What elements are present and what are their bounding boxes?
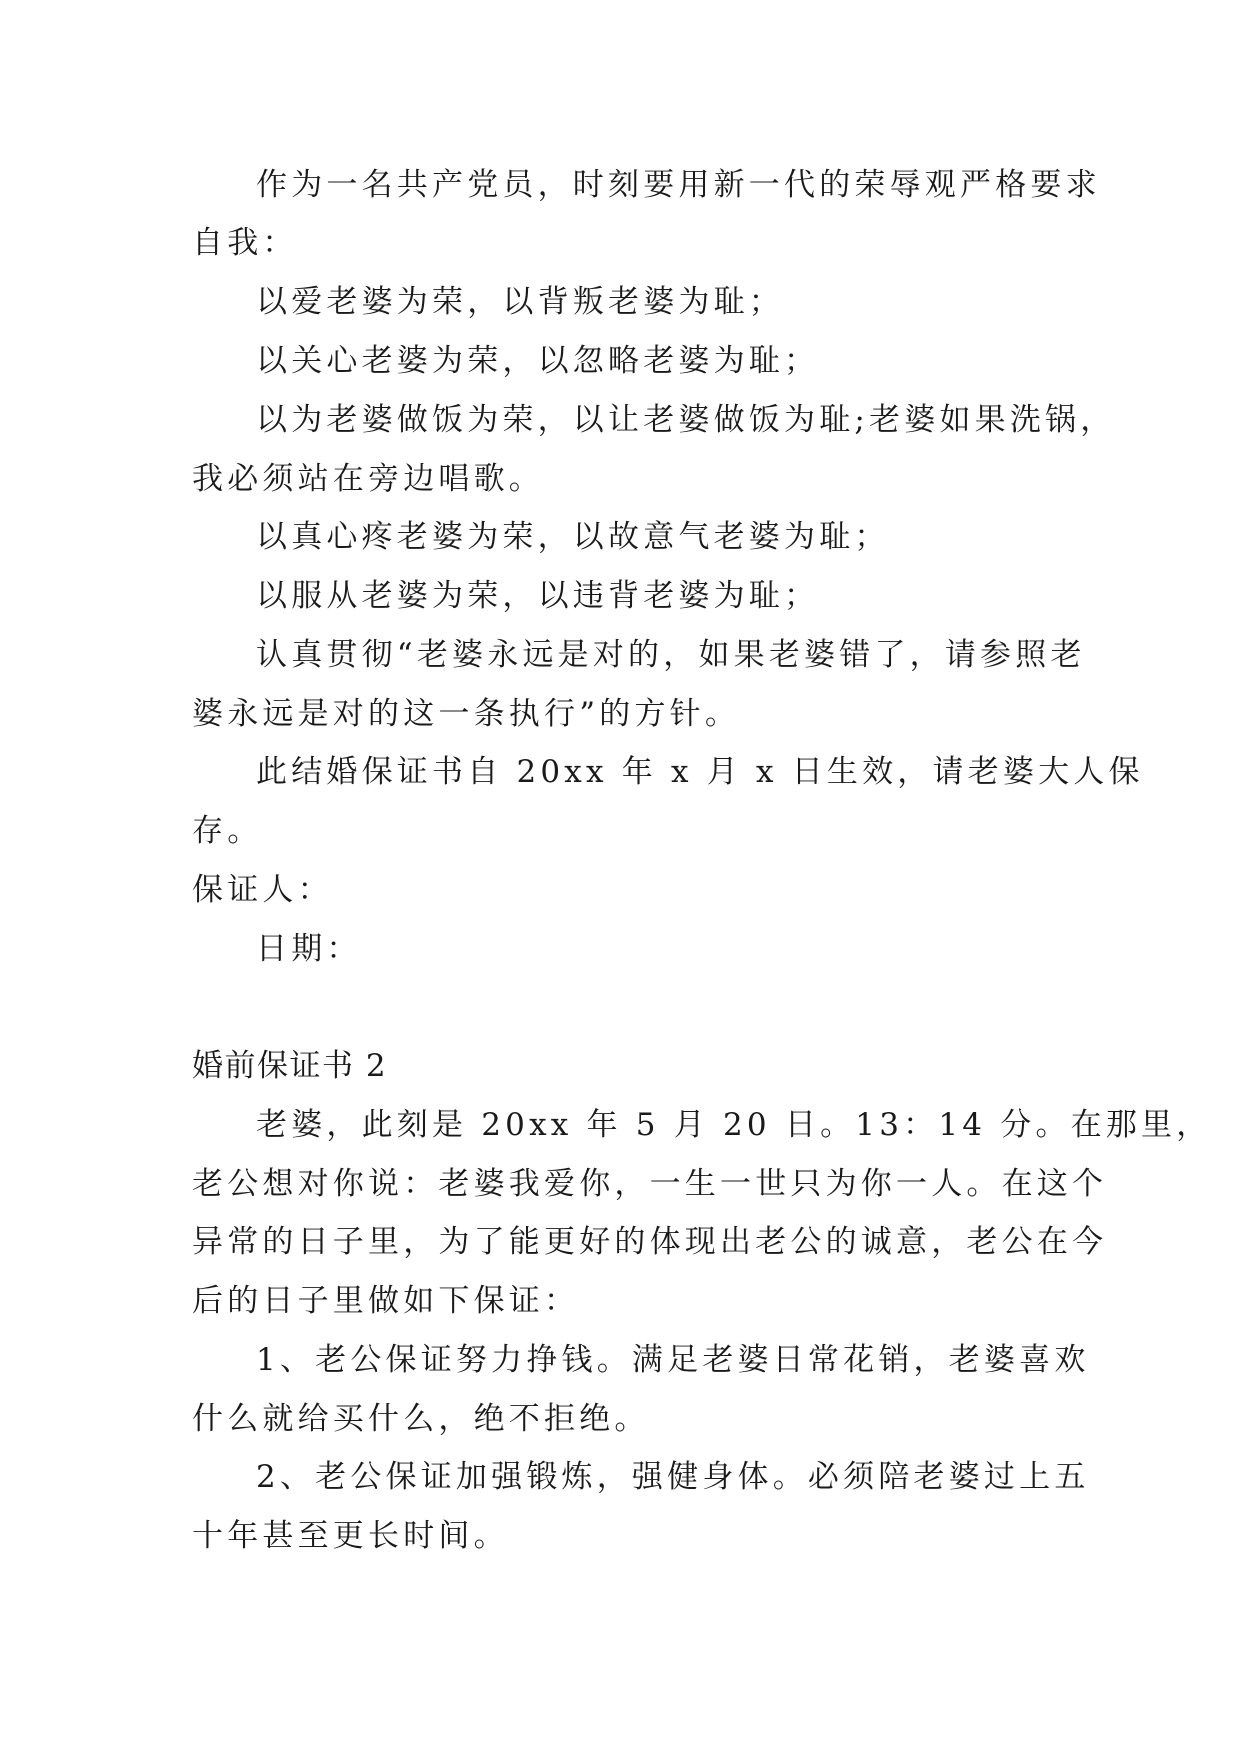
paragraph-line: 老公想对你说：老婆我爱你，一生一世只为你一人。在这个 (192, 1166, 1108, 1202)
paragraph-line: 以爱老婆为荣，以背叛老婆为耻； (256, 284, 784, 320)
paragraph-line: 婆永远是对的这一条执行”的方针。 (192, 696, 741, 732)
section-title: 婚前保证书 2 (192, 1048, 388, 1084)
paragraph-line: 异常的日子里，为了能更好的体现出老公的诚意，老公在今 (192, 1224, 1108, 1260)
paragraph-line: 自我： (192, 225, 298, 261)
paragraph-line: 存。 (192, 813, 263, 849)
date-label: 日期： (256, 931, 362, 967)
paragraph-line: 2、老公保证加强锻炼，强健身体。必须陪老婆过上五 (256, 1459, 1090, 1495)
paragraph-line: 此结婚保证书自 20xx 年 x 月 x 日生效，请老婆大人保 (256, 754, 1144, 790)
paragraph-line: 以真心疼老婆为荣，以故意气老婆为耻； (256, 519, 890, 555)
paragraph-line: 十年甚至更长时间。 (192, 1518, 509, 1554)
paragraph-line: 以为老婆做饭为荣，以让老婆做饭为耻;老婆如果洗锅， (256, 402, 1116, 438)
paragraph-line: 以服从老婆为荣，以违背老婆为耻； (256, 578, 820, 614)
paragraph-line: 什么就给买什么，绝不拒绝。 (192, 1401, 650, 1437)
paragraph-line: 我必须站在旁边唱歌。 (192, 461, 544, 497)
paragraph-line: 作为一名共产党员，时刻要用新一代的荣辱观严格要求 (256, 167, 1101, 203)
paragraph-line: 老婆，此刻是 20xx 年 5 月 20 日。13：14 分。在那里， (256, 1107, 1212, 1143)
signer-label: 保证人： (192, 872, 333, 908)
paragraph-line: 以关心老婆为荣，以忽略老婆为耻； (256, 343, 820, 379)
paragraph-line: 后的日子里做如下保证： (192, 1283, 580, 1319)
paragraph-line: 认真贯彻“老婆永远是对的，如果老婆错了，请参照老 (256, 637, 1086, 673)
paragraph-line: 1、老公保证努力挣钱。满足老婆日常花销，老婆喜欢 (256, 1342, 1090, 1378)
